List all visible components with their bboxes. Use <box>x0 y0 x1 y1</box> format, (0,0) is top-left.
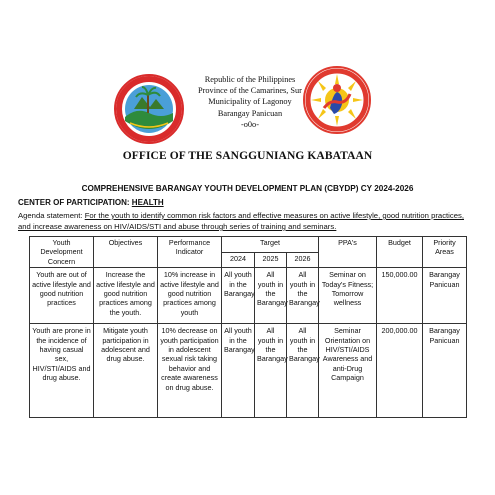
header-target: Target <box>222 237 319 253</box>
government-header <box>190 74 310 130</box>
header-line: Municipality of Lagonoy <box>208 97 292 107</box>
header-line: Barangay Panicuan <box>217 108 283 118</box>
header-ppas: PPA's <box>319 237 377 268</box>
header-line: Province of the Camarines, Sur <box>198 86 302 96</box>
header-objectives: Objectives <box>94 237 158 268</box>
cell-concern: Youth are out of active lifestyle and good nutrition practices <box>30 268 94 324</box>
center-value: HEALTH <box>131 198 164 207</box>
header-concern: Youth Development Concern <box>30 237 94 268</box>
cell-target-2025: All youth in the Barangay <box>255 268 287 324</box>
cell-concern: Youth are prone in the incidence of having casual sex, HIV/STI/AIDS and drug abuse. <box>30 324 94 418</box>
center-of-participation <box>18 198 164 207</box>
cell-ppas: Seminar Orientation on HIV/STI/AIDS Awareness and anti-Drug Campaign <box>319 324 377 418</box>
table-row <box>30 324 467 418</box>
cell-target-2024: All youth in the Barangay <box>222 268 255 324</box>
plan-title: COMPREHENSIVE BARANGAY YOUTH DEVELOPMENT PLAN (CBYDP) CY 2024-2026 <box>81 184 414 193</box>
agenda-statement <box>18 210 468 232</box>
header-line: Republic of the Philippines <box>204 75 296 84</box>
cell-target-2025: All youth in the Barangay <box>255 324 287 418</box>
cell-budget: 150,000.00 <box>377 268 423 324</box>
cell-indicator: 10% increase in active lifestyle and good nutrition practices among youth <box>158 268 222 324</box>
table-row <box>30 268 467 324</box>
agenda-text: For the youth to identify common risk factors and effective measures on active lifestyle, good nutrition practices, and increase awareness on HIV/AIDS/STI and abuse through series of training and seminars. <box>18 211 464 231</box>
cell-target-2026: All youth in the Barangay <box>287 324 319 418</box>
header-2026: 2026 <box>287 252 319 268</box>
office-title: OFFICE OF THE SANGGUNIANG KABATAAN <box>122 150 373 162</box>
cell-indicator: 10% decrease on youth participation in adolescent sexual risk taking behavior and create awareness on drug abuse. <box>158 324 222 418</box>
cell-target-2026: All youth in the Barangay <box>287 268 319 324</box>
cell-objectives: Mitigate youth participation in adolescent and drug abuse. <box>94 324 158 418</box>
header-indicator: Performance Indicator <box>158 237 222 268</box>
cell-budget: 200,000.00 <box>377 324 423 418</box>
agenda-label: Agenda statement: <box>18 211 83 220</box>
header-line: -o0o- <box>241 119 259 129</box>
cell-areas: Barangay Panicuan <box>423 324 467 418</box>
cell-target-2024: All youth in the Barangay <box>222 324 255 418</box>
cell-ppas: Seminar on Today's Fitness; Tomorrow wellness <box>319 268 377 324</box>
barangay-panicuan-seal <box>112 73 186 145</box>
header-budget: Budget <box>377 237 423 268</box>
header-2024: 2024 <box>222 252 255 268</box>
cbydp-table <box>29 236 467 418</box>
cell-areas: Barangay Panicuan <box>423 268 467 324</box>
header-2025: 2025 <box>255 252 287 268</box>
center-label: CENTER OF PARTICIPATION: <box>18 198 130 207</box>
sangguniang-kabataan-logo <box>300 64 374 136</box>
cell-objectives: Increase the active lifestyle and good nutrition practices among the youth. <box>94 268 158 324</box>
header-areas: Priority Areas <box>423 237 467 268</box>
